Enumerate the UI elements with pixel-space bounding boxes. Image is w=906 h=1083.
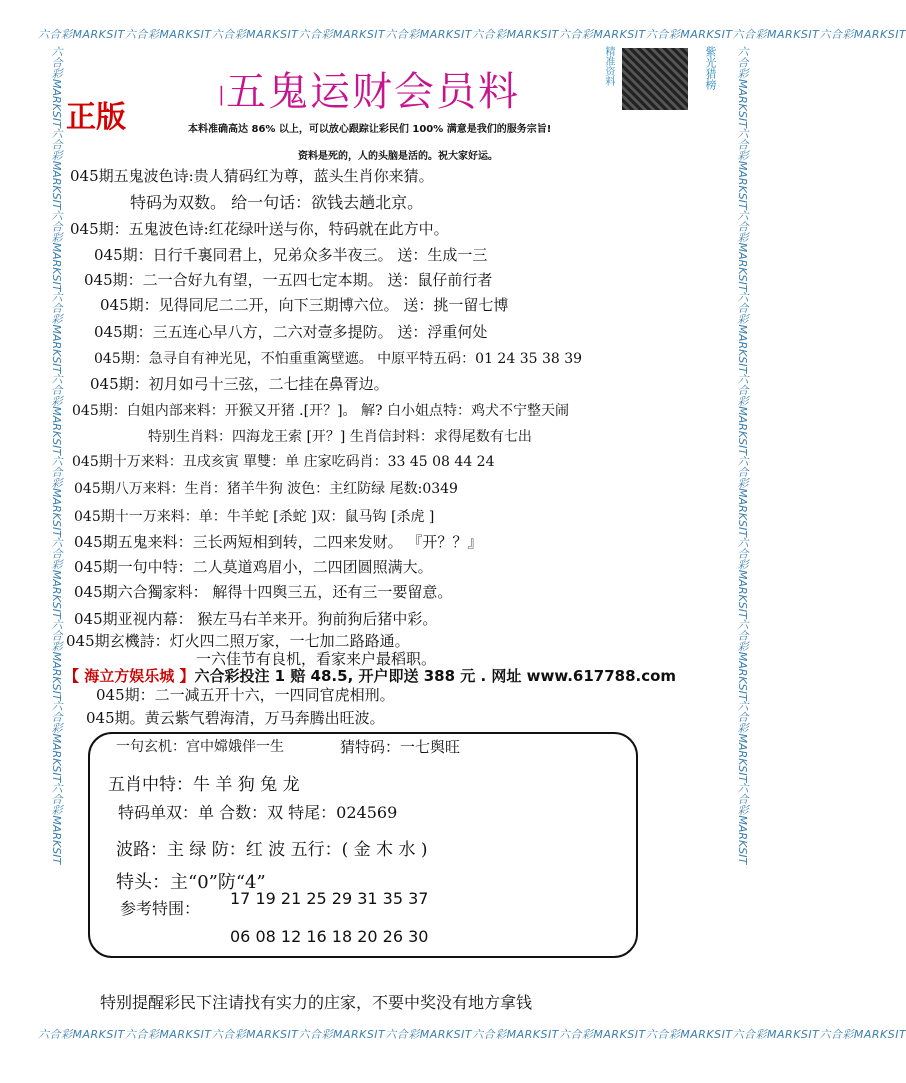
box-ref-row-1: 17 19 21 25 29 31 35 37	[230, 889, 429, 908]
page-title: 五鬼运财会员料	[226, 69, 520, 115]
text-line: 045期八万来料：生肖：猪羊牛狗 波色：主红防绿 尾数:0349	[74, 481, 458, 497]
text-line: 045期：二一减五开十六，一四同官虎相刑。	[96, 686, 395, 704]
slogan-luck: 资料是死的，人的头脑是活的。祝大家好运。	[298, 151, 498, 162]
box-guess: 猜特码：一七舆旺	[340, 738, 461, 756]
qr-code-icon	[622, 48, 688, 110]
title-bar: |	[218, 82, 225, 106]
text-line: 045期：白姐内部来料：开猴又开猪 .[开？]。 解? 白小姐点特：鸡犬不宁整天闹	[72, 403, 569, 419]
advert-brand: 【 海立方娱乐城 】	[64, 667, 195, 685]
watermark-border-bottom: 六合彩MARKSIT六合彩MARKSIT六合彩MARKSIT六合彩MARKSIT六合彩MARKSIT六合彩MARKSIT六合彩MARKSIT六合彩MARKSIT六合彩MARKSIT六合彩MARKSIT	[38, 1028, 906, 1041]
text-line: 045期十万来料：丑戌亥寅 單雙：单 庄家吃码肖：33 45 08 44 24	[72, 454, 495, 470]
text-line: 特别生肖料：四海龙王索 [开？] 生肖信封料：求得尾数有七出	[148, 429, 532, 445]
genuine-badge: 正版	[66, 100, 126, 135]
box-wave: 波路：主 绿 防：红 波 五行：( 金 木 水 )	[116, 840, 428, 860]
text-line: 045期一句中特：二人莫道鸡眉小，二四团圆照满大。	[74, 558, 433, 576]
text-line: 045期：急寻自有神光见，不怕重重篱壁遮。 中原平特五码：01 24 35 38 39	[94, 351, 583, 367]
text-line: 045期：五鬼波色诗:红花绿叶送与你，特码就在此方中。	[70, 220, 449, 238]
qr-label-right: 紫光猎榜	[704, 46, 717, 90]
watermark-border-left: 六合彩MARKSIT六合彩MARKSIT六合彩MARKSIT六合彩MARKSIT六合彩MARKSIT六合彩MARKSIT六合彩MARKSIT六合彩MARKSIT六合彩MARKSIT六合彩MARKSIT	[50, 46, 63, 865]
text-line: 045期五鬼波色诗:贵人猜码红为尊，蓝头生肖你来猜。	[70, 167, 434, 185]
box-ref-label: 参考特围：	[120, 899, 201, 918]
footer-warning: 特别提醒彩民下注请找有实力的庄家，不要中奖没有地方拿钱	[100, 993, 533, 1012]
text-line: 045期：二一合好九有望，一五四七定本期。 送：鼠仔前行者	[84, 271, 493, 289]
text-line: 045期五鬼来料：三长两短相到转，二四来发财。 『开？？』	[74, 533, 483, 551]
text-line: 045期：初月如弓十三弦，二七挂在鼻胥边。	[90, 375, 389, 393]
box-riddle: 一句玄机：宫中嫦娥伴一生	[116, 739, 284, 755]
text-line: 特码为双数。 给一句话：欲钱去趟北京。	[130, 193, 424, 212]
watermark-border-top: 六合彩MARKSIT六合彩MARKSIT六合彩MARKSIT六合彩MARKSIT六合彩MARKSIT六合彩MARKSIT六合彩MARKSIT六合彩MARKSIT六合彩MARKSIT六合彩MARKSIT	[38, 28, 906, 41]
box-ref-row-2: 06 08 12 16 18 20 26 30	[230, 927, 429, 946]
qr-block	[588, 46, 726, 120]
qr-label-left: 精准资料	[603, 46, 614, 86]
text-line: 045期：见得同尼二二开，向下三期博六位。 送：挑一留七博	[100, 296, 509, 314]
text-line: 045期十一万来料：单：牛羊蛇 [杀蛇 ]双：鼠马钩 [杀虎 ]	[74, 509, 435, 525]
box-five-zodiac: 五肖中特：牛 羊 狗 兔 龙	[108, 775, 300, 795]
text-line: 045期：三五连心早八方，二六对壹多提防。 送：浮重何处	[94, 323, 488, 341]
advert-banner	[64, 665, 676, 686]
text-line: 045期亚视内幕： 猴左马右羊来开。狗前狗后猪中彩。	[74, 610, 438, 628]
slogan-accuracy: 本料准确高达 86% 以上，可以放心跟踪让彩民们 100% 满意是我们的服务宗旨!	[188, 124, 552, 135]
text-line: 一六佳节有良机，看家来户最稻职。	[196, 650, 437, 668]
text-line: 045期。黄云紫气碧海清，万马奔腾出旺波。	[86, 709, 385, 727]
text-line: 045期六合獨家料： 解得十四舆三五，还有三一要留意。	[74, 583, 453, 601]
text-line: 045期玄機詩：灯火四二照万家，一七加二路路通。	[66, 632, 410, 650]
advert-text: 六合彩投注 1 赔 48.5, 开户即送 388 元 . 网址 www.617788.com	[194, 667, 677, 685]
box-single-double: 特码单双：单 合数：双 特尾：024569	[118, 803, 398, 822]
watermark-border-right: 六合彩MARKSIT六合彩MARKSIT六合彩MARKSIT六合彩MARKSIT六合彩MARKSIT六合彩MARKSIT六合彩MARKSIT六合彩MARKSIT六合彩MARKSIT六合彩MARKSIT	[736, 46, 749, 865]
text-line: 045期：日行千裏同君上，兄弟众多半夜三。 送：生成一三	[94, 246, 488, 264]
box-head: 特头：主“0”防“4”	[116, 872, 266, 893]
